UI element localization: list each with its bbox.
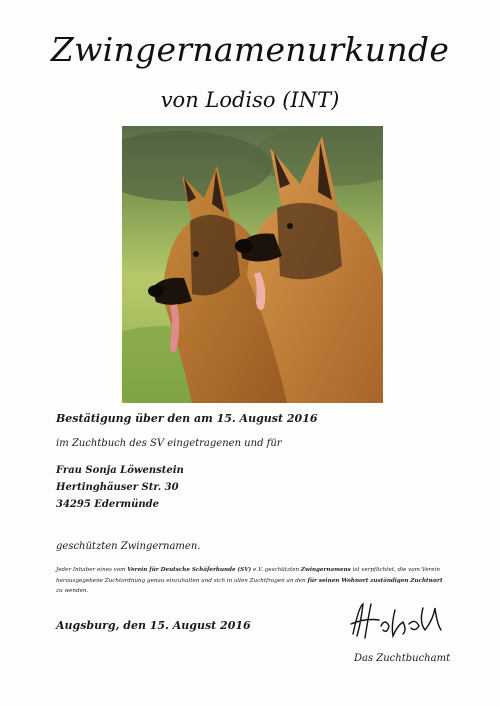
notice-part-3: ist verpflichtet, die vom Verein herausgegebene Zuchtordnung genau einzuhalten und sich in allen Zuchtfragen an den xyxy=(56,567,440,584)
dogs-photo xyxy=(122,126,383,403)
notice-part-2: e.V. geschützten xyxy=(251,567,301,573)
registered-text: im Zuchtbuch des SV eingetragenen und für xyxy=(56,438,282,449)
owner-city: 34295 Edermünde xyxy=(56,499,159,510)
confirmation-text: Bestätigung über den am 15. August 2016 xyxy=(56,412,318,425)
owner-name: Frau Sonja Löwenstein xyxy=(56,465,184,476)
certificate-subtitle: von Lodiso (INT) xyxy=(160,88,340,112)
notice-bold-3: für seinen Wohnort zuständigen Zuchtwart xyxy=(307,577,443,584)
notice-part-1: Jeder Inhaber eines vom xyxy=(56,567,128,573)
dogs-image xyxy=(122,126,383,403)
signature-mark xyxy=(345,596,445,646)
notice-part-4: zu wenden. xyxy=(56,588,89,594)
place-date: Augsburg, den 15. August 2016 xyxy=(56,619,251,632)
protected-text: geschützten Zwingernamen. xyxy=(56,541,201,552)
obligation-notice xyxy=(56,565,446,597)
certificate-title: Zwingernamenurkunde xyxy=(50,30,450,69)
notice-bold-1: Verein für Deutsche Schäferhunde (SV) xyxy=(127,567,252,573)
owner-street: Hertinghäuser Str. 30 xyxy=(56,482,179,493)
notice-bold-2: Zwingernamens xyxy=(300,567,351,573)
owner-address xyxy=(56,462,184,513)
issuing-office: Das Zuchtbuchamt xyxy=(354,653,451,664)
